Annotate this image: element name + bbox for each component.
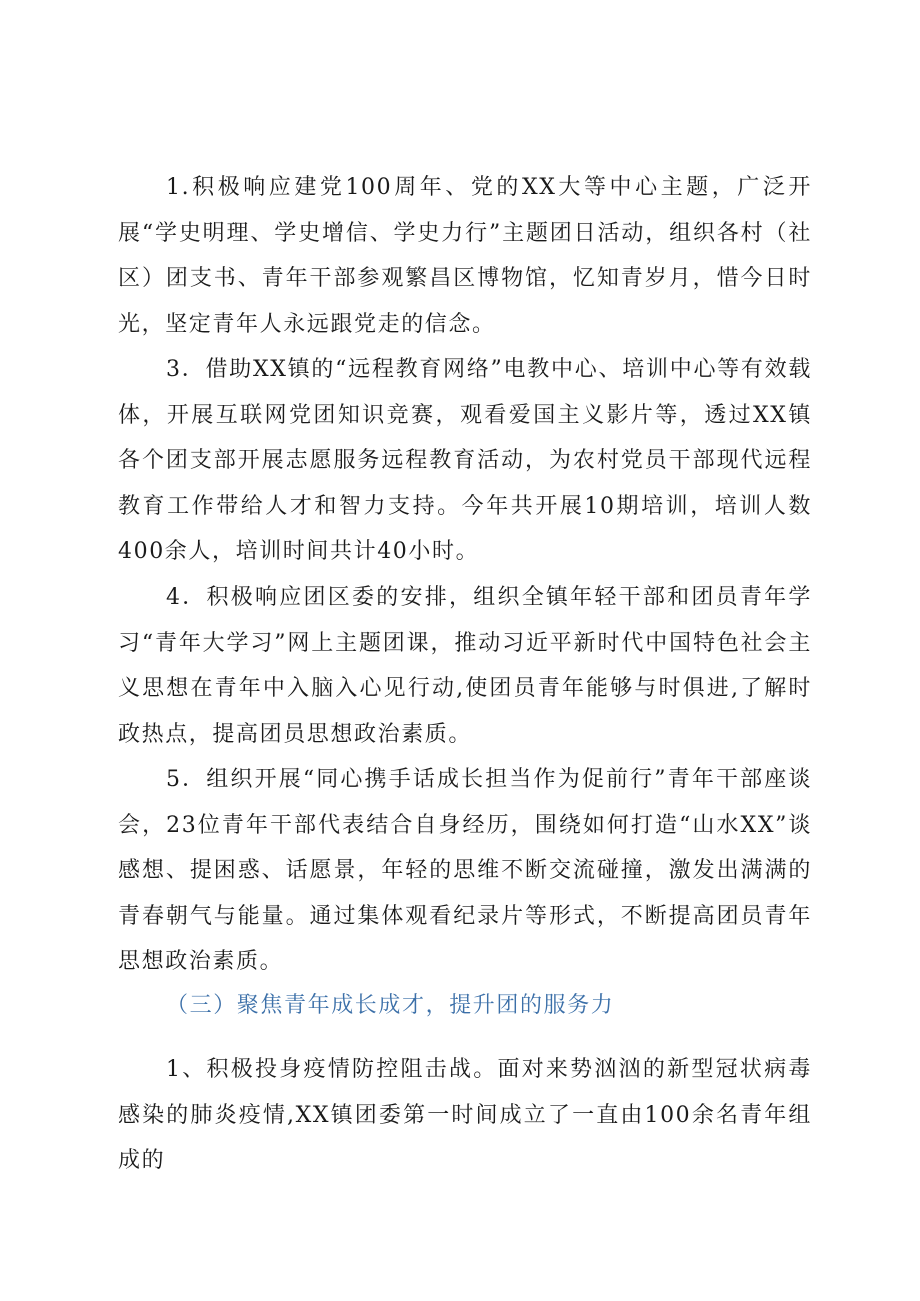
paragraph-item-5: 5．组织开展“同心携手话成长担当作为促前行”青年干部座谈会，23位青年干部代表结合自身经历，围绕如何打造“山水XX”谈感想、提困惑、话愿景，年轻的思维不断交流碰撞，激发出满满的青春朝气与能量。通过集体观看纪录片等形式，不断提高团员青年思想政治素质。: [118, 767, 812, 974]
paragraph-service-1: 1、积极投身疫情防控阻击战。面对来势汹汹的新型冠状病毒感染的肺炎疫情,XX镇团委第一时间成立了一直由100余名青年组成的: [118, 1057, 812, 1173]
paragraph-item-4: 4．积极响应团区委的安排，组织全镇年轻干部和团员青年学习“青年大学习”网上主题团课，推动习近平新时代中国特色社会主义思想在青年中入脑入心见行动,使团员青年能够与时俱进,了解时政热点，提高团员思想政治素质。: [118, 585, 812, 747]
paragraph-item-1: 1.积极响应建党100周年、党的XX大等中心主题，广泛开展“学史明理、学史增信、学史力行”主题团日活动，组织各村（社区）团支书、青年干部参观繁昌区博物馆，忆知青岁月，惜今日时光，坚定青年人永远跟党走的信念。: [118, 175, 812, 337]
paragraph-item-3: 3．借助XX镇的“远程教育网络”电教中心、培训中心等有效载体，开展互联网党团知识竞赛，观看爱国主义影片等，透过XX镇各个团支部开展志愿服务远程教育活动，为农村党员干部现代远程教育工作带给人才和智力支持。今年共开展10期培训，培训人数400余人，培训时间共计40小时。: [118, 357, 812, 564]
section-heading: （三）聚焦青年成长成才，提升团的服务力: [166, 993, 615, 1018]
